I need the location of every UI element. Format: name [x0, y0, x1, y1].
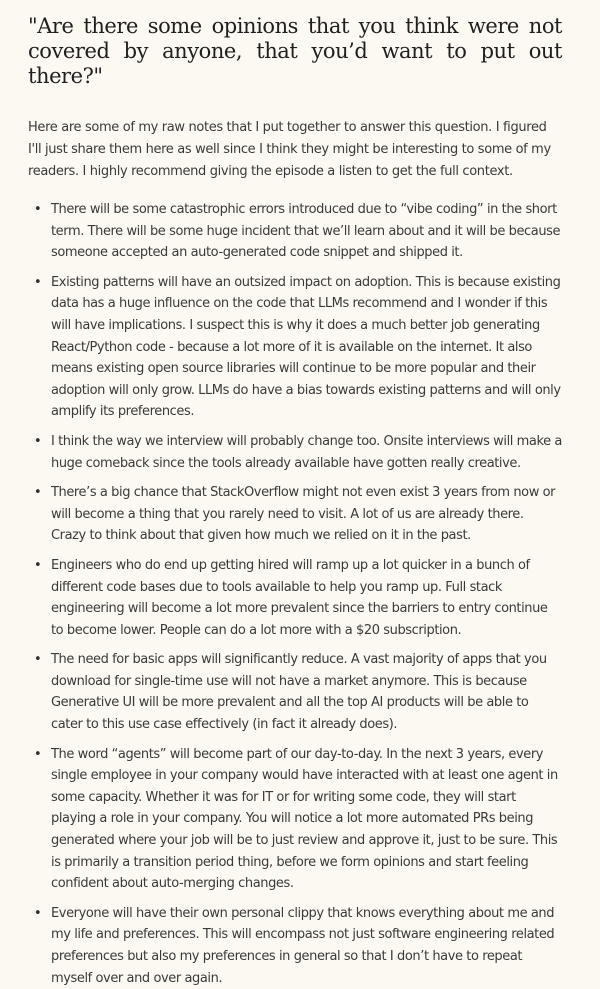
- list-item-text: The need for basic apps will significantly reduce. A vast majority of apps that you download for single-time use will not have a market anymore. This is because Generative UI will be more prevalent and all the top AI products will be able to cater to this use case effectively (in fact it already does).: [51, 652, 547, 733]
- list-item-text: The word “agents” will become part of our day-to-day. In the next 3 years, every single employee in your company would have interacted with at least one agent in some capacity. Whether it was for IT or for writing some code, they will start playing a role in your company. You will notice a lot more automated PRs being generated where your job will be to just review and approve it, just to be sure. This is primarily a transition period thing, before we form opinions and start feeling confident about auto-merging changes.: [51, 746, 558, 892]
- list-item: [28, 903, 562, 989]
- list-item: [28, 555, 562, 641]
- list-item: [28, 199, 562, 264]
- list-item: [28, 649, 562, 735]
- list-item: [28, 272, 562, 423]
- bullet-icon: •: [34, 652, 42, 668]
- list-item-text: There’s a big chance that StackOverflow might not even exist 3 years from now or will become a thing that you rarely need to visit. A lot of us are already there. Crazy to think about that given how much we relied on it in the past.: [51, 485, 556, 544]
- list-item: [28, 431, 562, 474]
- list-item-text: Engineers who do end up getting hired will ramp up a lot quicker in a bunch of different code bases due to tools available to help you ramp up. Full stack engineering will become a lot more prevalent since the barriers to entry continue to become lower. People can do a lot more with a $20 subscription.: [51, 557, 548, 638]
- opinions-list: [28, 199, 562, 989]
- list-item: [28, 744, 562, 895]
- bullet-icon: •: [34, 202, 42, 217]
- bullet-icon: •: [34, 274, 42, 290]
- list-item-text: Existing patterns will have an outsized impact on adoption. This is because existing data has a huge influence on the code that LLMs recommend and I wonder if this will have implications. I suspect this is why it does a much better job generating React/Python code - because a lot more of it is available on the internet. It also means existing open source libraries will continue to be more popular and their adoption will only grow. LLMs do have a bias towards existing patterns and will only amplify its preferences.: [51, 274, 561, 420]
- list-item-text: I think the way we interview will probably change too. Onsite interviews will make a huge comeback since the tools already available have gotten really creative.: [51, 433, 562, 471]
- list-item-text: Everyone will have their own personal clippy that knows everything about me and my life and preferences. This will encompass not just software engineering related preferences but also my preferences in general so that I don’t have to repeat myself over and over again.: [51, 905, 555, 986]
- intro-paragraph: Here are some of my raw notes that I put together to answer this question. I figured I'll just share them here as well since I think they might be interesting to some of my readers. I highly recommend giving the episode a listen to get the full context.: [28, 120, 551, 179]
- bullet-icon: •: [34, 905, 42, 921]
- bullet-icon: •: [34, 485, 42, 501]
- bullet-icon: •: [34, 433, 42, 449]
- list-item: [28, 482, 562, 547]
- bullet-icon: •: [34, 557, 42, 573]
- article-heading: "Are there some opinions that you think were not covered by anyone, that you’d want to put out there?": [28, 14, 562, 88]
- list-item-text: There will be some catastrophic errors introduced due to “vibe coding” in the short term. There will be some huge incident that we’ll learn about and it will be because someone accepted an auto-generated code snippet and shipped it.: [51, 202, 561, 261]
- bullet-icon: •: [34, 746, 42, 762]
